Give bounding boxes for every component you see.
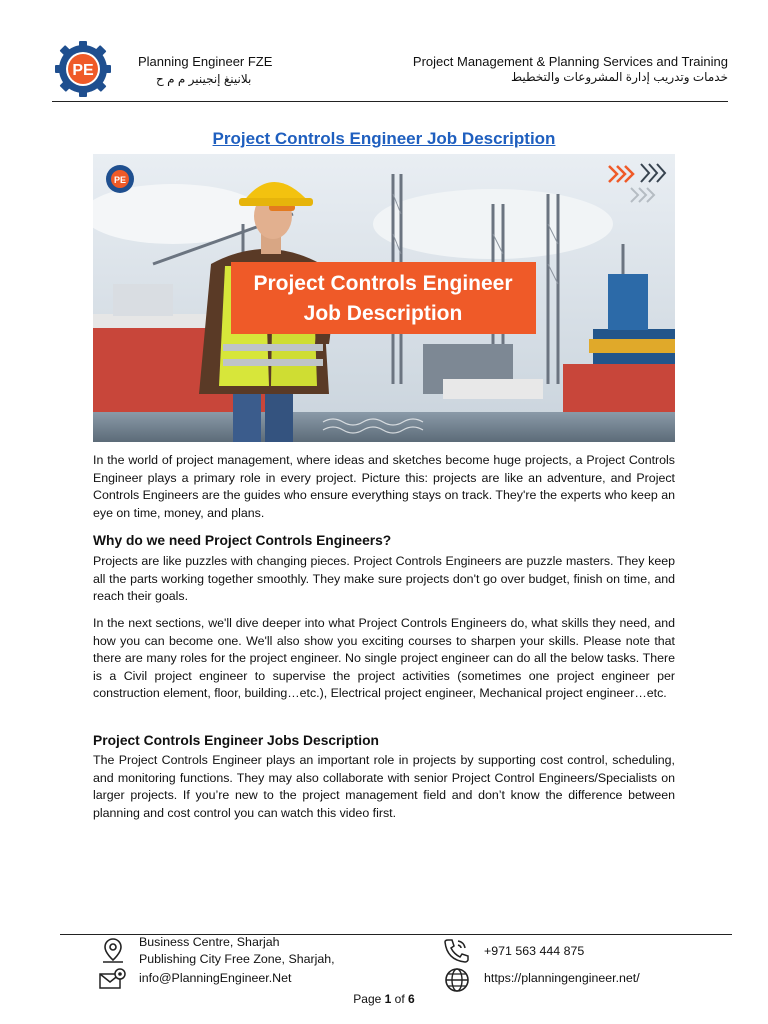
address-line-1: Business Centre, Sharjah	[139, 935, 280, 949]
section1-paragraph-2: In the next sections, we'll dive deeper into what Project Controls Engineers do, what skills they need, and how you can become one. We'll also show you exciting courses to sharpen your skills. Please note that there are many roles for the project engineer. No single project engineer can do all the below tasks. There is a Civil project engineer to supervise the project activities (sometimes one project engineer per construction element, floor, building…etc.), Electrical project engineer, Mechanical project engineer…etc.	[93, 616, 675, 701]
services-tagline: Project Management & Planning Services and Training	[412, 54, 728, 69]
document-title[interactable]: Project Controls Engineer Job Description	[212, 129, 556, 148]
phone-icon	[443, 937, 469, 963]
email-icon	[99, 968, 127, 990]
page-header	[52, 40, 728, 102]
website-link[interactable]: https://planningengineer.net/	[484, 971, 640, 985]
email-link[interactable]: info@PlanningEngineer.Net	[139, 971, 292, 985]
location-pin-icon	[100, 937, 126, 965]
hero-banner-line2: Job Description	[303, 302, 463, 325]
company-name: Planning Engineer FZE	[138, 54, 273, 69]
section1-paragraph-1: Projects are like puzzles with changing pieces. Project Controls Engineers are puzzle masters. They keep all the parts working together smoothly. They make sure projects don't go over budget, finish on time, and reach their goals.	[93, 554, 675, 604]
globe-icon	[444, 967, 470, 993]
intro-paragraph: In the world of project management, where ideas and sketches become huge projects, a Project Controls Engineer plays a primary role in every project. Picture this: projects are like an adventure, and Project Controls Engineers are the guides who ensure everything stays on track. They're the experts who keep an eye on time, money, and plans.	[93, 453, 675, 520]
section-heading-why: Why do we need Project Controls Engineers?	[93, 533, 392, 548]
company-name-arabic: بلانينغ إنجينير م م ح	[156, 72, 252, 86]
services-tagline-arabic: خدمات وتدريب إدارة المشروعات والتخطيط	[510, 70, 728, 84]
phone-number[interactable]: +971 563 444 875	[484, 944, 585, 958]
hero-banner-line1: Project Controls Engineer	[253, 272, 513, 295]
section-heading-jobs: Project Controls Engineer Jobs Description	[93, 733, 379, 748]
svg-text:PE: PE	[113, 175, 127, 185]
svg-text:PE: PE	[72, 62, 94, 79]
address-line-2: Publishing City Free Zone, Sharjah,	[139, 952, 335, 966]
hero-image	[93, 154, 675, 442]
gear-pe-logo-icon	[54, 40, 112, 98]
header-divider	[52, 101, 728, 102]
page-number: Page 1 of 6	[353, 992, 415, 1006]
section2-paragraph-1: The Project Controls Engineer plays an important role in projects by supporting cost control, scheduling, and monitoring functions. They may also collaborate with senior Project Control Engineers/Specialists on larger projects. If you’re new to the project management field and don’t know the difference between planning and cost control you can watch this video first.	[93, 753, 675, 820]
